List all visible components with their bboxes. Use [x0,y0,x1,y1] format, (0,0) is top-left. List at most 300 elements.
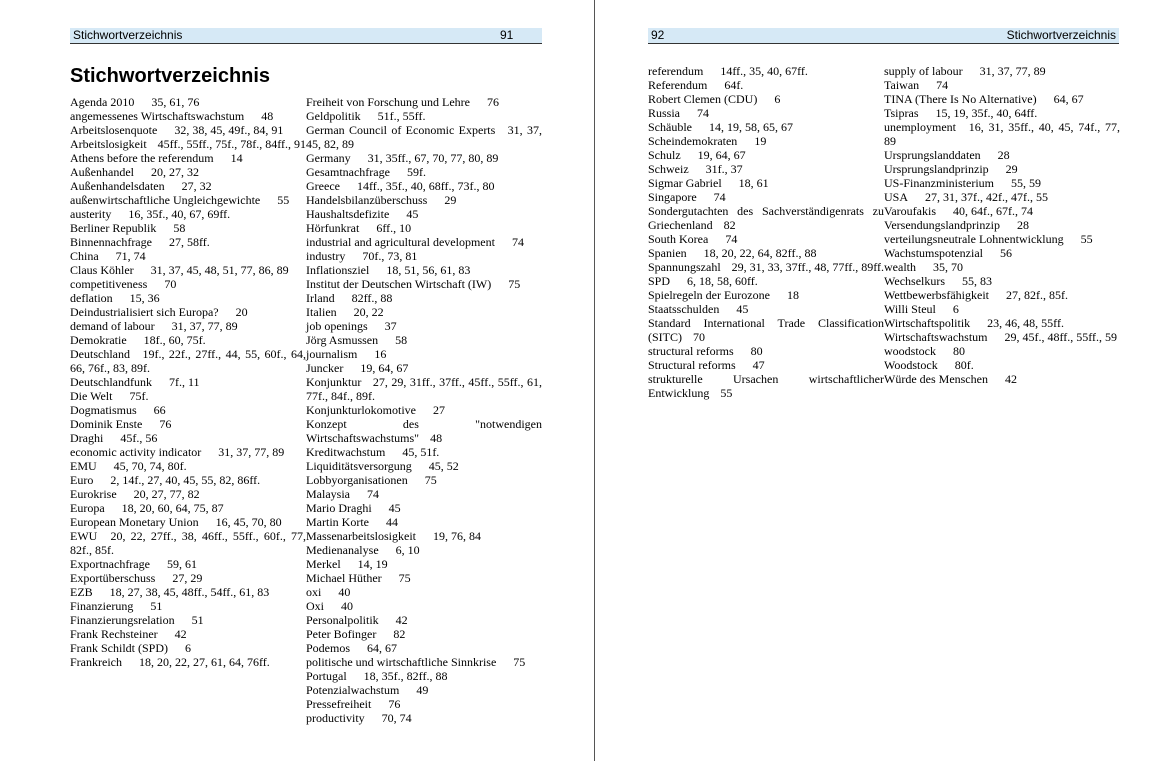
index-entry [306,417,542,445]
index-term: Frank Schildt (SPD) [70,641,169,655]
index-term: Scheindemokraten [648,134,738,148]
index-entry [306,529,542,543]
index-term: USA [884,190,909,204]
index-term: Berliner Republik [70,221,157,235]
index-pages: 19, 64, 67 [697,148,746,162]
index-pages: 23, 46, 48, 55ff. [987,316,1064,330]
index-pages: 20, 22, 27ff., 38, 46ff., 55ff., 60f., 77, 82f., 85f. [70,529,306,557]
index-pages: 40 [341,599,353,613]
index-pages: 27, 31, 37f., 42f., 47f., 55 [925,190,1049,204]
index-term: Europa [70,501,105,515]
index-pages: 6, 18, 58, 60ff. [687,274,758,288]
index-term: deflation [70,291,113,305]
index-term: Handelsbilanzüberschuss [306,193,428,207]
index-pages: 45 [388,501,401,515]
index-pages: 6 [774,92,781,106]
index-term: Wettbewerbsfähigkeit [884,288,989,302]
index-column-4 [884,64,1120,386]
index-term: außenwirtschaftliche Ungleichgewichte [70,193,261,207]
index-term: referendum [648,64,704,78]
index-term: Germany [306,151,351,165]
index-pages: 75f. [129,389,149,403]
index-pages: 80 [953,344,965,358]
index-term: Dogmatismus [70,403,137,417]
index-term: verteilungsneutrale Lohnentwicklung [884,232,1064,246]
index-entry [306,459,542,473]
index-term: journalism [306,347,358,361]
index-pages: 45, 52 [428,459,459,473]
header-title: Stichwortverzeichnis [1006,28,1116,42]
index-term: EWU [70,529,98,543]
index-entry [648,64,884,78]
index-term: Institut der Deutschen Wirtschaft (IW) [306,277,492,291]
index-pages: 51f., 55ff. [377,109,426,123]
index-term: Eurokrise [70,487,117,501]
index-pages: 19, 64, 67 [360,361,409,375]
index-term: Würde des Menschen [884,372,988,386]
index-entry [306,473,542,487]
index-pages: 75 [508,277,521,291]
index-pages: 20, 22 [353,305,384,319]
index-term: Massenarbeitslosigkeit [306,529,416,543]
index-pages: 74 [713,190,726,204]
index-pages: 31, 37, 77, 89 [218,445,285,459]
index-entry [884,288,1120,302]
index-term: Konjunkturlokomotive [306,403,416,417]
index-pages: 48 [430,431,443,445]
index-entry [648,190,884,204]
index-pages: 27, 29 [172,571,203,585]
index-entry [648,134,884,148]
index-entry [70,599,306,613]
index-pages: 37 [384,319,397,333]
index-term: Draghi [70,431,104,445]
index-pages: 82ff., 88 [351,291,393,305]
index-entry [306,151,542,165]
index-pages: 6, 10 [395,543,420,557]
index-pages: 6 [185,641,192,655]
index-pages: 18, 61 [738,176,769,190]
index-pages: 27, 29, 31ff., 37ff., 45ff., 55ff., 61, 77f., 84f., 89f. [306,375,543,403]
index-entry [306,683,542,697]
index-pages: 14, 19 [357,557,388,571]
index-entry [70,613,306,627]
index-entry [70,571,306,585]
index-entry [306,501,542,515]
index-entry [306,235,542,249]
index-column-1 [70,95,306,669]
index-entry [306,445,542,459]
index-term: Binnennachfrage [70,235,152,249]
index-entry [70,165,306,179]
index-pages: 56 [1000,246,1013,260]
index-entry [884,344,1120,358]
index-pages: 64f. [724,78,744,92]
index-term: South Korea [648,232,709,246]
index-term: competitiveness [70,277,148,291]
index-term: Versendungslandprinzip [884,218,1000,232]
index-pages: 74 [511,235,524,249]
index-entry [648,78,884,92]
page-number: 92 [651,28,665,42]
index-entry [306,487,542,501]
index-entry [70,333,306,347]
index-entry [306,291,542,305]
index-pages: 16 [374,347,387,361]
index-entry [70,375,306,389]
index-term: Schulz [648,148,681,162]
page-title: Stichwortverzeichnis [70,65,271,87]
index-entry [70,95,306,109]
index-entry [70,221,306,235]
index-term: austerity [70,207,112,221]
index-term: Michael Hüther [306,571,382,585]
index-entry [648,358,884,372]
index-pages: 45ff., 55ff., 75f., 78f., 84ff., 91 [157,137,306,151]
index-pages: 82 [723,218,736,232]
index-pages: 40 [338,585,351,599]
index-entry [306,641,542,655]
index-term: Jörg Asmussen [306,333,379,347]
index-entry [648,246,884,260]
index-pages: 14ff., 35f., 40, 68ff., 73f., 80 [356,179,495,193]
index-entry [884,120,1120,148]
index-term: Dominik Enste [70,417,143,431]
index-entry [70,403,306,417]
index-pages: 35, 61, 76 [151,95,200,109]
index-term: Deindustrialisiert sich Europa? [70,305,219,319]
index-term: Finanzierungsrelation [70,613,175,627]
index-term: woodstock [884,344,936,358]
index-entry [70,347,306,375]
index-entry [884,106,1120,120]
index-pages: 74 [725,232,738,246]
index-entry [70,641,306,655]
index-pages: 27, 58ff. [168,235,210,249]
index-term: Spannungszahl [648,260,721,274]
index-term: Personalpolitik [306,613,379,627]
index-term: Liquiditätsversorgung [306,459,412,473]
index-pages: 29, 45f., 48ff., 55ff., 59 [1004,330,1118,344]
index-entry [70,235,306,249]
index-pages: 27 [433,403,445,417]
index-term: Ursprungslandprinzip [884,162,989,176]
index-term: Podemos [306,641,351,655]
index-term: German Council of Economic Experts [306,123,496,137]
index-term: Taiwan [884,78,920,92]
index-pages: 35, 70 [933,260,963,274]
index-pages: 15, 36 [129,291,160,305]
index-term: Tsipras [884,106,919,120]
index-pages: 19f., 22f., 27ff., 44, 55, 60f., 64, 66, 76f., 83, 89f. [70,347,307,375]
index-pages: 29 [1005,162,1018,176]
index-term: Konzept des "notwendigen Wirtschaftswachstums" [306,417,542,445]
index-term: Greece [306,179,340,193]
index-pages: 45f., 56 [120,431,158,445]
index-entry [306,361,542,375]
index-entry [306,515,542,529]
index-entry [884,232,1120,246]
index-pages: 45, 70, 74, 80f. [113,459,187,473]
page-header [648,28,1119,44]
index-column-2 [306,95,542,725]
index-pages: 18, 51, 56, 61, 83 [386,263,471,277]
index-pages: 29 [444,193,457,207]
index-entry [884,92,1120,106]
index-pages: 18, 27, 38, 45, 48ff., 54ff., 61, 83 [109,585,270,599]
index-entry [648,204,884,232]
index-pages: 75 [513,655,526,669]
right-page [596,0,1173,761]
index-term: Deutschlandfunk [70,375,152,389]
index-entry [306,333,542,347]
index-term: Wechselkurs [884,274,946,288]
index-term: Kreditwachstum [306,445,386,459]
index-entry [884,246,1120,260]
index-term: Euro [70,473,94,487]
index-pages: 58 [173,221,186,235]
index-term: Spielregeln der Eurozone [648,288,770,302]
index-pages: 31, 37, 77, 89 [171,319,238,333]
index-term: productivity [306,711,365,725]
index-pages: 59, 61 [166,557,197,571]
index-entry [884,274,1120,288]
index-pages: 44 [385,515,398,529]
index-term: Singapore [648,190,697,204]
index-entry [70,655,306,669]
index-pages: 19, 76, 84 [432,529,481,543]
index-term: Geldpolitik [306,109,361,123]
index-entry [648,232,884,246]
index-entry [306,277,542,291]
index-entry [648,316,884,344]
index-entry [70,459,306,473]
index-term: job openings [306,319,368,333]
index-term: Wachstumspotenzial [884,246,984,260]
page-header [70,28,542,44]
index-entry [70,627,306,641]
index-entry [70,473,306,487]
index-pages: 42 [174,627,187,641]
index-pages: 80 [750,344,763,358]
index-term: Irland [306,291,335,305]
index-entry [306,347,542,361]
index-term: unemployment [884,120,956,134]
index-pages: 14, 19, 58, 65, 67 [709,120,793,134]
index-term: demand of labour [70,319,155,333]
index-term: industry [306,249,346,263]
index-term: Exportüberschuss [70,571,156,585]
index-pages: 28 [1016,218,1029,232]
index-entry [648,120,884,134]
index-term: Wirtschaftspolitik [884,316,971,330]
index-term: Arbeitslosigkeit [70,137,147,151]
index-entry [70,389,306,403]
index-pages: 31, 37, 45, 82, 89 [306,123,543,151]
index-pages: 31, 37, 77, 89 [979,64,1046,78]
index-term: Claus Köhler [70,263,134,277]
index-pages: 55, 83 [962,274,993,288]
index-pages: 32, 38, 45, 49f., 84, 91 [174,123,284,137]
index-entry [70,585,306,599]
index-pages: 76 [388,697,401,711]
index-entry [306,613,542,627]
index-term: Konjunktur [306,375,362,389]
index-term: Peter Bofinger [306,627,377,641]
index-term: Freiheit von Forschung und Lehre [306,95,470,109]
index-entry [884,190,1120,204]
index-entry [306,599,542,613]
index-entry [70,193,306,207]
index-entry [648,274,884,288]
index-pages: 18, 35f., 82ff., 88 [363,669,448,683]
index-term: TINA (There Is No Alternative) [884,92,1037,106]
index-pages: 18, 20, 60, 64, 75, 87 [121,501,224,515]
index-entry [70,249,306,263]
index-term: Juncker [306,361,344,375]
index-entry [306,543,542,557]
index-entry [306,403,542,417]
index-entry [306,697,542,711]
index-term: Referendum [648,78,708,92]
index-entry [70,109,306,123]
index-pages: 70f., 73, 81 [362,249,418,263]
index-term: Martin Korte [306,515,369,529]
index-term: Italien [306,305,337,319]
index-pages: 19 [754,134,767,148]
index-term: Gesamtnachfrage [306,165,390,179]
index-pages: 45 [406,207,419,221]
index-entry [884,162,1120,176]
index-pages: 27, 32 [181,179,212,193]
index-term: Medienanalyse [306,543,379,557]
index-pages: 55, 59 [1011,176,1041,190]
index-term: Hörfunkrat [306,221,360,235]
index-term: EMU [70,459,97,473]
index-entry [70,151,306,165]
index-term: Exportnachfrage [70,557,150,571]
index-pages: 71, 74 [115,249,146,263]
index-entry [70,277,306,291]
index-pages: 20, 27, 32 [150,165,199,179]
index-term: Sigmar Gabriel [648,176,722,190]
index-entry [306,263,542,277]
index-term: politische und wirtschaftliche Sinnkrise [306,655,497,669]
index-pages: 51 [150,599,163,613]
index-pages: 31f., 37 [705,162,743,176]
index-term: Schäuble [648,120,692,134]
index-pages: 31, 35ff., 67, 70, 77, 80, 89 [367,151,499,165]
index-pages: 42 [395,613,408,627]
index-entry [648,148,884,162]
index-entry [70,137,306,151]
index-entry [306,571,542,585]
index-pages: 76 [486,95,499,109]
index-term: Demokratie [70,333,127,347]
index-entry [306,375,542,403]
index-term: Agenda 2010 [70,95,135,109]
index-pages: 18, 20, 22, 27, 61, 64, 76ff. [138,655,270,669]
index-term: Standard International Trade Classification (SITC) [648,316,884,344]
index-pages: 42 [1004,372,1017,386]
index-entry [306,95,542,109]
index-entry [306,179,542,193]
index-term: Finanzierung [70,599,134,613]
index-entry [306,711,542,725]
index-term: Oxi [306,599,324,613]
index-pages: 45 [736,302,749,316]
index-entry [884,330,1120,344]
index-pages: 64, 67 [367,641,398,655]
index-pages: 29, 31, 33, 37ff., 48, 77ff., 89ff. [731,260,884,274]
index-entry [884,218,1120,232]
index-term: Außenhandelsdaten [70,179,165,193]
index-term: Spanien [648,246,687,260]
index-term: Woodstock [884,358,938,372]
index-term: US-Finanzministerium [884,176,994,190]
index-entry [306,123,542,151]
index-entry [70,515,306,529]
index-term: Ursprungslanddaten [884,148,981,162]
index-pages: 59f. [406,165,426,179]
index-entry [70,557,306,571]
index-pages: 27, 82f., 85f. [1006,288,1068,302]
index-term: Structural reforms [648,358,736,372]
index-entry [306,669,542,683]
index-term: Potenzialwachstum [306,683,400,697]
index-pages: 16, 35f., 40, 67, 69ff. [128,207,231,221]
index-entry [648,176,884,190]
index-entry [70,501,306,515]
index-entry [884,302,1120,316]
index-entry [648,106,884,120]
index-entry [306,557,542,571]
index-entry [70,305,306,319]
index-entry [306,207,542,221]
header-title: Stichwortverzeichnis [73,28,183,42]
index-entry [306,193,542,207]
index-pages: 82 [393,627,406,641]
index-entry [884,358,1120,372]
index-term: Athens before the referendum [70,151,214,165]
index-pages: 75 [398,571,411,585]
index-term: Merkel [306,557,341,571]
index-term: Portugal [306,669,347,683]
index-entry [648,260,884,274]
index-pages: 55 [720,386,733,400]
index-pages: 80f. [954,358,974,372]
index-pages: 70, 74 [381,711,412,725]
index-term: angemessenes Wirtschaftswachstum [70,109,245,123]
page-number: 91 [500,28,514,42]
index-term: economic activity indicator [70,445,202,459]
index-pages: 55 [1080,232,1093,246]
index-pages: 6 [952,302,959,316]
index-pages: 74 [936,78,949,92]
index-term: Inflationsziel [306,263,370,277]
index-entry [306,221,542,235]
index-term: Staatsschulden [648,302,720,316]
index-term: wealth [884,260,916,274]
index-entry [884,148,1120,162]
index-entry [884,78,1120,92]
index-entry [306,655,542,669]
index-entry [884,176,1120,190]
index-term: Haushaltsdefizite [306,207,390,221]
index-entry [884,372,1120,386]
index-pages: 16, 31, 35ff., 40, 45, 74f., 77, 89 [884,120,1120,148]
index-term: SPD [648,274,671,288]
